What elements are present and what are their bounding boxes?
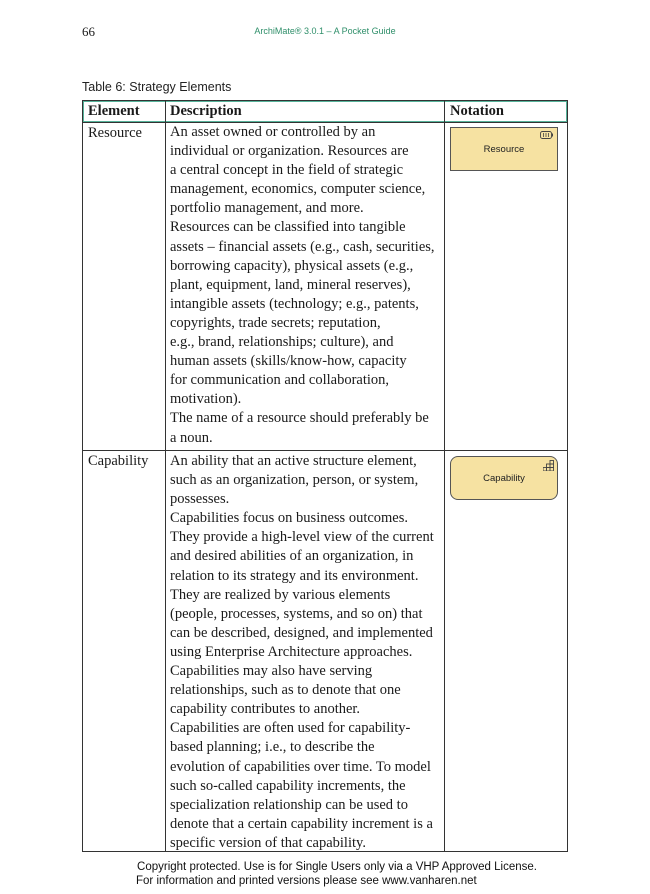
description-line: such as an organization, person, or system, — [170, 472, 419, 489]
column-header-notation: Notation — [450, 103, 504, 119]
description-line: portfolio management, and more. — [170, 200, 364, 217]
description-line: borrowing capacity), physical assets (e.g., — [170, 257, 414, 274]
description-line: Capabilities focus on business outcomes. — [170, 510, 409, 527]
description-line: a central concept in the field of strategic — [170, 162, 404, 179]
resource-notation — [450, 127, 558, 171]
description-line: such so-called capability increments, the — [170, 777, 406, 794]
description-line: The name of a resource should preferably be — [170, 410, 429, 427]
strategy-elements-table — [82, 100, 568, 852]
description-line: using Enterprise Architecture approaches. — [170, 643, 413, 660]
row-divider — [83, 450, 567, 451]
description-line: Capabilities may also have serving — [170, 663, 373, 680]
description-line: individual or organization. Resources are — [170, 143, 409, 160]
footer-line-2: For information and printed versions please see www.vanharen.net — [136, 875, 477, 887]
notation-label: Capability — [483, 472, 525, 484]
capability-notation — [450, 456, 558, 500]
page-number: 66 — [82, 24, 95, 39]
description-line: They are realized by various elements — [170, 586, 391, 603]
column-header-element: Element — [88, 103, 140, 119]
description-line: specialization relationship can be used to — [170, 796, 408, 813]
footer-line-1: Copyright protected. Use is for Single Users only via a VHP Approved License. — [137, 861, 537, 873]
element-name: Capability — [88, 453, 149, 469]
column-divider — [444, 101, 445, 851]
description-line: They provide a high-level view of the current — [170, 529, 434, 546]
notation-label: Resource — [483, 143, 525, 155]
description-line: plant, equipment, land, mineral reserves), — [170, 276, 411, 293]
description-line: copyrights, trade secrets; reputation, — [170, 314, 381, 331]
element-name: Resource — [88, 125, 142, 141]
description-line: e.g., brand, relationships; culture), and — [170, 334, 394, 351]
description-line: a noun. — [170, 429, 213, 446]
description-line: Capabilities are often used for capability- — [170, 720, 411, 737]
description-line: motivation). — [170, 391, 242, 408]
description-line: based planning; i.e., to describe the — [170, 739, 375, 756]
element-description — [170, 452, 442, 853]
table-caption: Table 6: Strategy Elements — [82, 80, 232, 94]
capability-icon — [543, 460, 554, 471]
element-description — [170, 123, 442, 448]
description-line: human assets (skills/know-how, capacity — [170, 353, 407, 370]
description-line: An asset owned or controlled by an — [170, 124, 376, 140]
column-divider — [165, 101, 166, 851]
description-line: management, economics, computer science, — [170, 181, 426, 198]
description-line: can be described, designed, and implemented — [170, 624, 433, 641]
description-line: and desired abilities of an organization, in — [170, 548, 414, 565]
running-header: ArchiMate® 3.0.1 – A Pocket Guide — [254, 26, 396, 36]
description-line: Resources can be classified into tangible — [170, 219, 406, 236]
description-line: relation to its strategy and its environment. — [170, 567, 419, 584]
description-line: assets – financial assets (e.g., cash, securities, — [170, 238, 435, 255]
description-line: An ability that an active structure element, — [170, 453, 417, 469]
copyright-footer — [0, 860, 650, 888]
description-line: relationships, such as to denote that one — [170, 682, 401, 699]
description-line: capability contributes to another. — [170, 701, 361, 718]
description-line: specific version of that capability. — [170, 834, 366, 851]
description-line: intangible assets (technology; e.g., patents, — [170, 295, 419, 312]
description-line: evolution of capabilities over time. To model — [170, 758, 431, 775]
resource-icon — [540, 131, 554, 139]
description-line: for communication and collaboration, — [170, 372, 390, 389]
description-line: (people, processes, systems, and so on) that — [170, 605, 423, 622]
description-line: denote that a certain capability increment is a — [170, 815, 433, 832]
column-header-description: Description — [170, 103, 242, 119]
description-line: possesses. — [170, 491, 230, 508]
